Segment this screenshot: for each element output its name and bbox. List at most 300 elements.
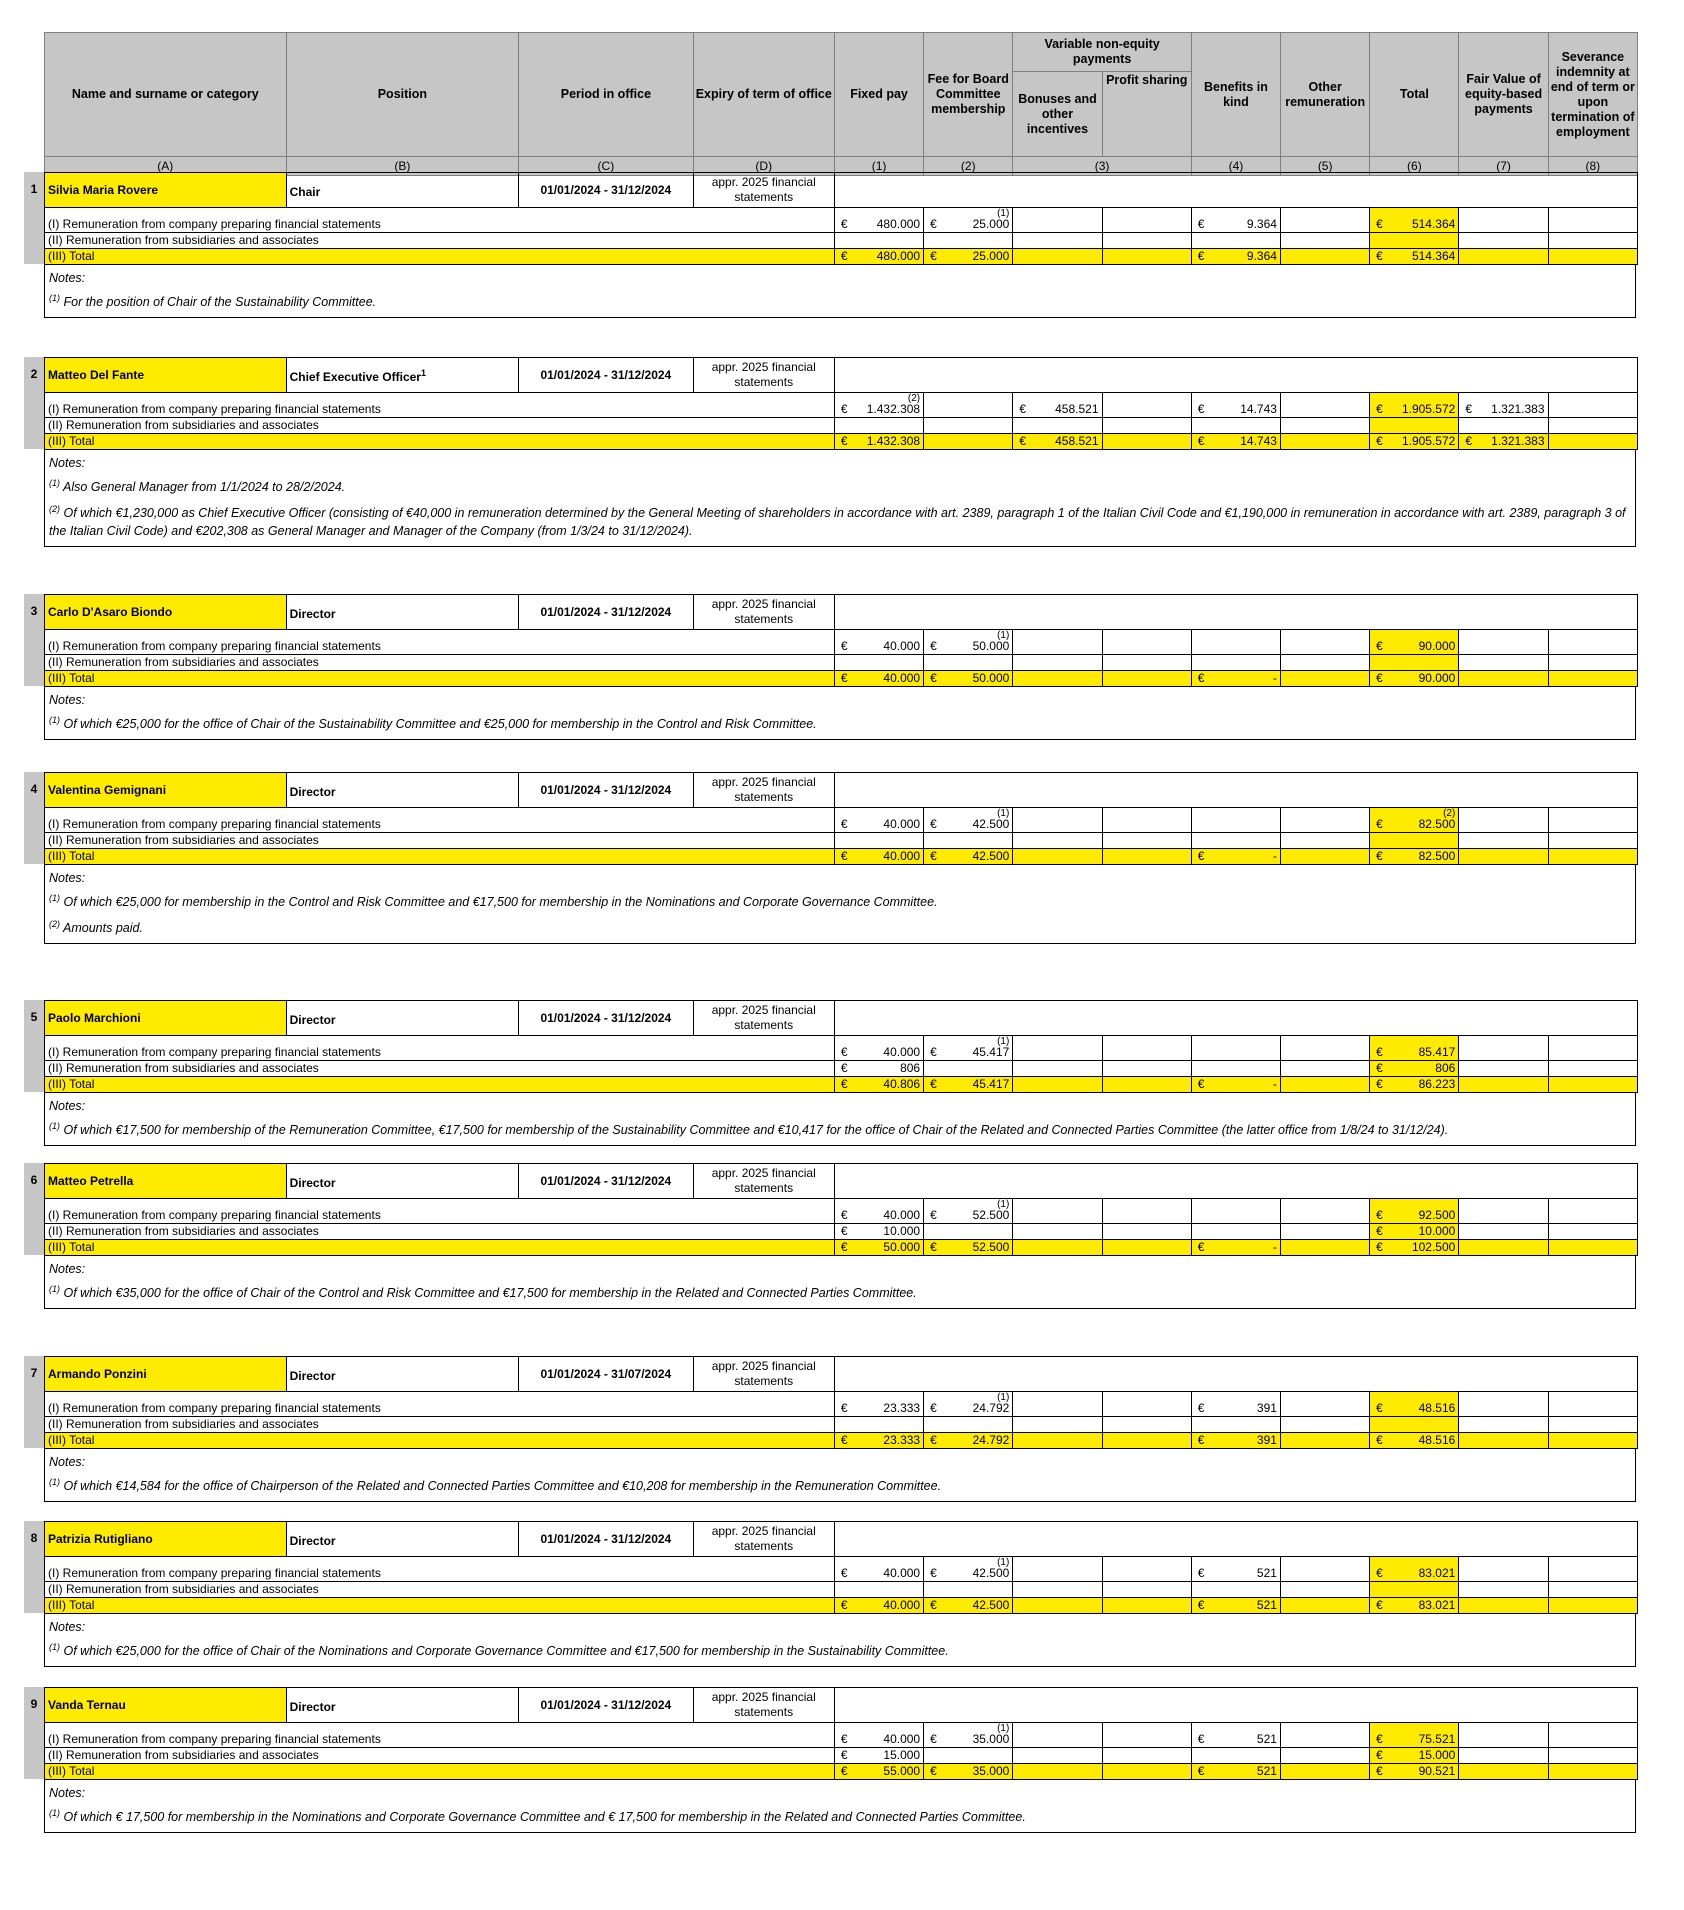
severance-cell xyxy=(1548,630,1637,655)
amount-value: 82.500 xyxy=(1418,817,1456,831)
amount-cell xyxy=(1191,233,1280,249)
amount-cell xyxy=(924,1557,1013,1582)
note-text: Also General Manager from 1/1/2024 to 28/2/2024. xyxy=(63,480,346,495)
amount-cell xyxy=(1370,671,1459,687)
severance-cell xyxy=(1548,808,1637,833)
row-label-subsidiaries: (II) Remuneration from subsidiaries and associates xyxy=(45,418,835,434)
header-bonuses: Bonuses and other incentives xyxy=(1013,72,1102,157)
currency-symbol: € xyxy=(1376,1240,1383,1254)
note-text: Of which € 17,500 for membership in the Nominations and Corporate Governance Committee and € 17,500 for membership in the Related and Connected Parties Committee. xyxy=(63,1810,1026,1825)
amount-cell xyxy=(1013,671,1102,687)
note-line xyxy=(49,915,1631,937)
header-profit-sharing: Profit sharing xyxy=(1102,72,1191,157)
period-in-office: 01/01/2024 - 31/12/2024 xyxy=(519,1164,693,1199)
profit-sharing-cell xyxy=(1102,630,1191,655)
amount-value: 25.000 xyxy=(972,249,1010,263)
currency-symbol: € xyxy=(1376,1208,1383,1222)
other-remuneration-cell xyxy=(1280,1748,1369,1764)
empty-header-span xyxy=(834,358,1637,393)
currency-symbol: € xyxy=(1197,1401,1205,1415)
amount-cell xyxy=(834,249,923,265)
amount-cell xyxy=(1191,1061,1280,1077)
period-in-office: 01/01/2024 - 31/12/2024 xyxy=(519,1522,693,1557)
amount-cell xyxy=(1459,208,1548,233)
amount-value: - xyxy=(1272,671,1277,685)
currency-symbol: € xyxy=(840,1764,848,1778)
other-remuneration-cell xyxy=(1280,233,1369,249)
amount-cell xyxy=(1191,655,1280,671)
amount-cell xyxy=(1191,393,1280,418)
notes-box xyxy=(44,450,1636,547)
profit-sharing-cell xyxy=(1102,808,1191,833)
notes-box xyxy=(44,1449,1636,1502)
currency-symbol: € xyxy=(840,249,848,263)
amount-value: 90.000 xyxy=(1418,671,1456,685)
amount-cell xyxy=(1191,1077,1280,1093)
row-label-company: (I) Remuneration from company preparing financial statements xyxy=(45,393,835,418)
amount-cell xyxy=(924,1582,1013,1598)
amount-cell xyxy=(834,671,923,687)
other-remuneration-cell xyxy=(1280,1417,1369,1433)
amount-cell xyxy=(1459,655,1548,671)
header-code: (4) xyxy=(1191,157,1280,176)
amount-cell xyxy=(1191,1582,1280,1598)
empty-header-span xyxy=(834,1164,1637,1199)
row-label-subsidiaries: (II) Remuneration from subsidiaries and associates xyxy=(45,833,835,849)
amount-value: 50.000 xyxy=(972,671,1010,685)
row-label-company: (I) Remuneration from company preparing financial statements xyxy=(45,208,835,233)
amount-value: 42.500 xyxy=(972,817,1010,831)
profit-sharing-cell xyxy=(1102,849,1191,865)
amount-value: 24.792 xyxy=(972,1433,1010,1447)
note-mark: (1) xyxy=(49,893,60,903)
amount-value: 1.432.308 xyxy=(866,434,921,448)
amount-value: 458.521 xyxy=(1055,402,1099,416)
currency-symbol: € xyxy=(1376,1045,1383,1059)
amount-cell xyxy=(924,1764,1013,1780)
profit-sharing-cell xyxy=(1102,418,1191,434)
person-name: Carlo D'Asaro Biondo xyxy=(45,595,287,630)
other-remuneration-cell xyxy=(1280,630,1369,655)
row-label-subsidiaries: (II) Remuneration from subsidiaries and associates xyxy=(45,1748,835,1764)
profit-sharing-cell xyxy=(1102,393,1191,418)
amount-cell xyxy=(1013,249,1102,265)
amount-cell xyxy=(1370,1598,1459,1614)
amount-value: 52.500 xyxy=(972,1240,1010,1254)
currency-symbol: € xyxy=(930,1598,937,1612)
profit-sharing-cell xyxy=(1102,1764,1191,1780)
amount-cell xyxy=(1370,1240,1459,1256)
footnote-mark: (1) xyxy=(997,630,1010,641)
currency-symbol: € xyxy=(1376,1401,1383,1415)
amount-value: 85.417 xyxy=(1418,1045,1456,1059)
notes-heading: Notes: xyxy=(49,1620,86,1634)
notes-heading: Notes: xyxy=(49,1262,86,1276)
currency-symbol: € xyxy=(930,1240,937,1254)
amount-value: 40.000 xyxy=(883,1732,921,1746)
currency-symbol: € xyxy=(840,1566,848,1580)
amount-cell xyxy=(834,833,923,849)
note-mark: (1) xyxy=(49,1284,60,1294)
amount-cell xyxy=(1013,233,1102,249)
header-code: (2) xyxy=(924,157,1013,176)
amount-cell xyxy=(924,1199,1013,1224)
amount-cell xyxy=(1191,849,1280,865)
note-text: Amounts paid. xyxy=(63,921,143,936)
currency-symbol: € xyxy=(1197,1566,1205,1580)
amount-cell xyxy=(1013,1417,1102,1433)
position-footnote: 1 xyxy=(420,367,426,378)
amount-cell xyxy=(1013,808,1102,833)
amount-cell xyxy=(1013,1199,1102,1224)
amount-value: 480.000 xyxy=(876,249,921,263)
amount-cell xyxy=(924,671,1013,687)
severance-cell xyxy=(1548,1224,1637,1240)
term-expiry: appr. 2025 financial statements xyxy=(693,358,834,393)
other-remuneration-cell xyxy=(1280,1598,1369,1614)
amount-cell xyxy=(1459,1224,1548,1240)
footnote-mark: (1) xyxy=(997,1036,1010,1047)
amount-value: 40.000 xyxy=(883,1598,921,1612)
currency-symbol: € xyxy=(840,1401,848,1415)
amount-cell xyxy=(1013,1582,1102,1598)
amount-cell xyxy=(1370,434,1459,450)
position-text: Director xyxy=(289,1175,336,1190)
header-code: (5) xyxy=(1281,157,1370,176)
amount-cell xyxy=(834,418,923,434)
note-line xyxy=(49,500,1631,540)
currency-symbol: € xyxy=(840,849,848,863)
term-expiry: appr. 2025 financial statements xyxy=(693,173,834,208)
amount-cell xyxy=(1459,671,1548,687)
amount-cell xyxy=(1013,655,1102,671)
person-position xyxy=(286,773,519,808)
currency-symbol: € xyxy=(930,1566,937,1580)
footnote-mark: (2) xyxy=(907,393,921,404)
amount-value: 90.000 xyxy=(1418,639,1456,653)
profit-sharing-cell xyxy=(1102,655,1191,671)
header-expiry: Expiry of term of office xyxy=(693,33,834,157)
currency-symbol: € xyxy=(1197,671,1205,685)
amount-cell xyxy=(834,1224,923,1240)
severance-cell xyxy=(1548,418,1637,434)
currency-symbol: € xyxy=(840,1598,848,1612)
person-index: 8 xyxy=(30,1531,38,1545)
profit-sharing-cell xyxy=(1102,1077,1191,1093)
amount-cell xyxy=(834,1557,923,1582)
amount-value: 521 xyxy=(1256,1764,1277,1778)
amount-value: 23.333 xyxy=(883,1401,921,1415)
header-position: Position xyxy=(286,33,519,157)
amount-cell xyxy=(1013,1598,1102,1614)
amount-cell xyxy=(1191,434,1280,450)
row-label-subsidiaries: (II) Remuneration from subsidiaries and associates xyxy=(45,1417,835,1433)
amount-cell xyxy=(1013,434,1102,450)
amount-cell xyxy=(924,1240,1013,1256)
person-name: Valentina Gemignani xyxy=(45,773,287,808)
other-remuneration-cell xyxy=(1280,208,1369,233)
footnote-mark: (1) xyxy=(997,1723,1010,1734)
amount-value: 35.000 xyxy=(972,1764,1010,1778)
severance-cell xyxy=(1548,1392,1637,1417)
severance-cell xyxy=(1548,1582,1637,1598)
amount-cell xyxy=(1459,1764,1548,1780)
amount-cell xyxy=(1370,1392,1459,1417)
person-name: Vanda Ternau xyxy=(45,1688,287,1723)
header-code: (B) xyxy=(286,157,519,176)
person-table xyxy=(44,1687,1638,1780)
other-remuneration-cell xyxy=(1280,1557,1369,1582)
amount-cell xyxy=(1370,393,1459,418)
amount-cell xyxy=(1459,1417,1548,1433)
position-text: Chair xyxy=(289,184,321,199)
profit-sharing-cell xyxy=(1102,1199,1191,1224)
severance-cell xyxy=(1548,393,1637,418)
position-text: Director xyxy=(289,1699,336,1714)
currency-symbol: € xyxy=(1465,434,1473,448)
amount-cell xyxy=(1191,1557,1280,1582)
person-index: 2 xyxy=(30,367,38,381)
currency-symbol: € xyxy=(1197,849,1205,863)
note-text: Of which €17,500 for membership of the Remuneration Committee, €17,500 for membership of the Sustainability Committee and €10,417 for the office of Chair of the Related and Connected Parties Committee (the latter office from 1/8/24 to 31/12/24). xyxy=(63,1123,1449,1138)
currency-symbol: € xyxy=(1376,217,1383,231)
currency-symbol: € xyxy=(1376,1433,1383,1447)
amount-value: 521 xyxy=(1256,1598,1277,1612)
amount-cell xyxy=(924,434,1013,450)
amount-value: 50.000 xyxy=(883,1240,921,1254)
currency-symbol: € xyxy=(1019,434,1026,448)
severance-cell xyxy=(1548,1433,1637,1449)
amount-cell xyxy=(1459,808,1548,833)
amount-cell xyxy=(1370,630,1459,655)
row-label-total: (III) Total xyxy=(45,849,835,865)
amount-cell xyxy=(1191,671,1280,687)
severance-cell xyxy=(1548,1036,1637,1061)
notes-box xyxy=(44,687,1636,740)
row-label-subsidiaries: (II) Remuneration from subsidiaries and associates xyxy=(45,1224,835,1240)
period-in-office: 01/01/2024 - 31/12/2024 xyxy=(519,773,693,808)
profit-sharing-cell xyxy=(1102,1036,1191,1061)
note-text: For the position of Chair of the Sustainability Committee. xyxy=(63,295,377,310)
amount-cell xyxy=(924,1723,1013,1748)
person-position xyxy=(286,173,519,208)
other-remuneration-cell xyxy=(1280,1392,1369,1417)
amount-cell xyxy=(1370,1417,1459,1433)
amount-cell xyxy=(1459,1557,1548,1582)
header-code: (6) xyxy=(1370,157,1459,176)
amount-value: 42.500 xyxy=(972,1598,1010,1612)
person-table xyxy=(44,1163,1638,1256)
amount-value: 86.223 xyxy=(1418,1077,1456,1091)
amount-cell xyxy=(1459,233,1548,249)
severance-cell xyxy=(1548,1723,1637,1748)
amount-value: 14.743 xyxy=(1240,402,1277,416)
amount-value: 521 xyxy=(1256,1732,1277,1746)
amount-value: 1.321.383 xyxy=(1491,402,1545,416)
amount-value: 1.905.572 xyxy=(1401,402,1456,416)
term-expiry: appr. 2025 financial statements xyxy=(693,1688,834,1723)
currency-symbol: € xyxy=(1376,671,1383,685)
position-text: Director xyxy=(289,1012,336,1027)
amount-cell xyxy=(1370,208,1459,233)
notes-heading: Notes: xyxy=(49,456,86,470)
amount-cell xyxy=(924,849,1013,865)
note-mark: (1) xyxy=(49,1121,60,1131)
amount-cell xyxy=(1459,1582,1548,1598)
row-label-total: (III) Total xyxy=(45,1240,835,1256)
currency-symbol: € xyxy=(1376,1748,1383,1762)
profit-sharing-cell xyxy=(1102,1433,1191,1449)
amount-cell xyxy=(1013,1764,1102,1780)
amount-value: 48.516 xyxy=(1418,1401,1456,1415)
amount-cell xyxy=(924,208,1013,233)
amount-value: 10.000 xyxy=(883,1224,921,1238)
position-text: Director xyxy=(289,1368,336,1383)
other-remuneration-cell xyxy=(1280,1199,1369,1224)
profit-sharing-cell xyxy=(1102,1417,1191,1433)
currency-symbol: € xyxy=(840,1045,848,1059)
amount-value: 42.500 xyxy=(972,849,1010,863)
person-table xyxy=(44,1521,1638,1614)
other-remuneration-cell xyxy=(1280,1061,1369,1077)
amount-cell xyxy=(1191,808,1280,833)
currency-symbol: € xyxy=(930,639,937,653)
row-label-subsidiaries: (II) Remuneration from subsidiaries and associates xyxy=(45,1061,835,1077)
amount-cell xyxy=(1370,1224,1459,1240)
amount-value: - xyxy=(1272,1240,1277,1254)
amount-cell xyxy=(1013,208,1102,233)
empty-header-span xyxy=(834,595,1637,630)
amount-value: 45.417 xyxy=(972,1045,1010,1059)
currency-symbol: € xyxy=(1376,1566,1383,1580)
amount-value: 40.000 xyxy=(883,671,921,685)
severance-cell xyxy=(1548,1061,1637,1077)
amount-cell xyxy=(1191,1748,1280,1764)
person-index: 7 xyxy=(30,1366,38,1380)
currency-symbol: € xyxy=(1197,1077,1205,1091)
amount-cell xyxy=(924,393,1013,418)
amount-value: 52.500 xyxy=(972,1208,1010,1222)
amount-cell xyxy=(1459,630,1548,655)
profit-sharing-cell xyxy=(1102,1723,1191,1748)
period-in-office: 01/01/2024 - 31/12/2024 xyxy=(519,358,693,393)
amount-value: 90.521 xyxy=(1418,1764,1456,1778)
period-in-office: 01/01/2024 - 31/12/2024 xyxy=(519,1001,693,1036)
severance-cell xyxy=(1548,1077,1637,1093)
amount-cell xyxy=(1370,1557,1459,1582)
amount-cell xyxy=(1370,849,1459,865)
notes-box xyxy=(44,1614,1636,1667)
amount-value: 806 xyxy=(900,1061,921,1075)
person-position xyxy=(286,1688,519,1723)
amount-value: 514.364 xyxy=(1411,217,1456,231)
amount-value: 391 xyxy=(1256,1433,1277,1447)
person-position xyxy=(286,1001,519,1036)
amount-cell xyxy=(924,1433,1013,1449)
profit-sharing-cell xyxy=(1102,1598,1191,1614)
amount-cell xyxy=(834,1598,923,1614)
note-text: Of which €25,000 for membership in the Control and Risk Committee and €17,500 for membership in the Nominations and Corporate Governance Committee. xyxy=(63,895,938,910)
person-name: Patrizia Rutigliano xyxy=(45,1522,287,1557)
notes-box xyxy=(44,1093,1636,1146)
period-in-office: 01/01/2024 - 31/12/2024 xyxy=(519,173,693,208)
currency-symbol: € xyxy=(1197,1732,1205,1746)
other-remuneration-cell xyxy=(1280,1582,1369,1598)
profit-sharing-cell xyxy=(1102,233,1191,249)
amount-cell xyxy=(1370,1748,1459,1764)
amount-value: 23.333 xyxy=(883,1433,921,1447)
footnote-mark: (2) xyxy=(1443,808,1456,819)
header-variable: Variable non-equity payments xyxy=(1013,33,1191,72)
term-expiry: appr. 2025 financial statements xyxy=(693,1522,834,1557)
amount-cell xyxy=(1191,1392,1280,1417)
currency-symbol: € xyxy=(1376,1732,1383,1746)
severance-cell xyxy=(1548,671,1637,687)
notes-heading: Notes: xyxy=(49,1786,86,1800)
amount-value: 9.364 xyxy=(1246,249,1277,263)
footnote-mark: (1) xyxy=(997,1199,1010,1210)
amount-value: 40.000 xyxy=(883,639,921,653)
other-remuneration-cell xyxy=(1280,833,1369,849)
amount-cell xyxy=(924,233,1013,249)
amount-cell xyxy=(1370,833,1459,849)
currency-symbol: € xyxy=(840,1208,848,1222)
person-index: 4 xyxy=(30,782,38,796)
person-index: 5 xyxy=(30,1010,38,1024)
amount-cell xyxy=(1013,1036,1102,1061)
currency-symbol: € xyxy=(930,849,937,863)
currency-symbol: € xyxy=(840,1732,848,1746)
currency-symbol: € xyxy=(930,1764,937,1778)
currency-symbol: € xyxy=(1197,402,1205,416)
amount-cell xyxy=(1191,418,1280,434)
person-table xyxy=(44,1000,1638,1093)
amount-cell xyxy=(1370,1199,1459,1224)
other-remuneration-cell xyxy=(1280,1764,1369,1780)
other-remuneration-cell xyxy=(1280,393,1369,418)
empty-header-span xyxy=(834,1522,1637,1557)
note-mark: (1) xyxy=(49,1477,60,1487)
amount-cell xyxy=(1370,233,1459,249)
position-text: Director xyxy=(289,606,336,621)
person-index: 1 xyxy=(30,182,38,196)
person-position xyxy=(286,1357,519,1392)
currency-symbol: € xyxy=(1376,1061,1383,1075)
header-total: Total xyxy=(1370,33,1459,157)
notes-heading: Notes: xyxy=(49,1099,86,1113)
term-expiry: appr. 2025 financial statements xyxy=(693,1164,834,1199)
currency-symbol: € xyxy=(1019,402,1026,416)
header-code: (C) xyxy=(519,157,693,176)
person-table xyxy=(44,172,1638,265)
amount-cell xyxy=(924,808,1013,833)
amount-value: 75.521 xyxy=(1418,1732,1456,1746)
amount-cell xyxy=(924,249,1013,265)
amount-cell xyxy=(834,1748,923,1764)
profit-sharing-cell xyxy=(1102,1748,1191,1764)
row-label-total: (III) Total xyxy=(45,1433,835,1449)
amount-value: - xyxy=(1272,1077,1277,1091)
note-mark: (1) xyxy=(49,1808,60,1818)
note-mark: (1) xyxy=(49,1642,60,1652)
header-fixed-pay: Fixed pay xyxy=(834,33,923,157)
row-label-total: (III) Total xyxy=(45,1598,835,1614)
person-table xyxy=(44,594,1638,687)
severance-cell xyxy=(1548,233,1637,249)
row-label-company: (I) Remuneration from company preparing financial statements xyxy=(45,1392,835,1417)
footnote-mark: (1) xyxy=(997,1557,1010,1568)
header-code: (7) xyxy=(1459,157,1548,176)
